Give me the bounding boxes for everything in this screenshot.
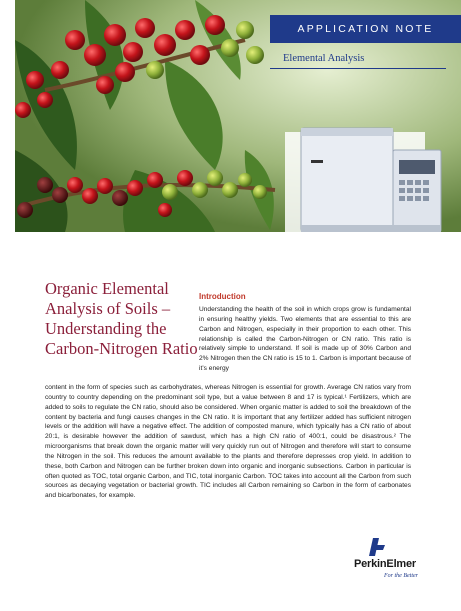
document-title [45, 279, 198, 359]
title-line: Organic Elemental [45, 279, 169, 298]
introduction-paragraph-continued: content in the form of species such as carbohydrates, whereas Nitrogen is essential for growth. Average CN ratios vary from country to country depending on the predominant soil type, but a value between 8 and 17 is typical.¹ Fertilizers, which are added to soils to regulate the CN ratio, should also be considered. When organic matter is added to soil the breakdown of the content by bacteria and fungi causes changes in the CN ratio. It is important that any fertilizer added has sufficient nitrogen levels or the addition will have a negative effect. The addition of composted manure, which typically has a CN ratio of about 20:1, is desirable however the addition of sawdust, which has a high CN ratio of 400:1, could be disastrous.² The microorganisms that break down the organic matter will very quickly run out of Nitrogen and therefore will start to consume the Nitrogen in the soil. This reduces the amount available to the plants and therefore depresses crop yield. In addition to these, both Carbon and Nitrogen can be further broken down into organic and inorganic subsections. Carbon in particular is often quoted as TOC, total organic Carbon, and TIC, total inorganic Carbon. TOC takes into account all the Carbon from such sources as decaying vegetation or bacterial growth. TIC includes all Carbon remaining so Carbon in the form of carbonates and bicarbonates, for example. [45, 384, 411, 500]
introduction-heading: Introduction [199, 292, 246, 301]
category-label: Elemental Analysis [283, 53, 365, 64]
perkinelmer-logo [354, 536, 444, 586]
application-note-banner [270, 15, 461, 43]
title-line: Carbon-Nitrogen Ratio [45, 339, 198, 358]
title-line: Understanding the [45, 319, 167, 338]
application-note-label: APPLICATION NOTE [297, 23, 434, 35]
category-divider [270, 68, 446, 69]
logo-wordmark: PerkinElmer [354, 558, 417, 570]
title-line: Analysis of Soils – [45, 299, 171, 318]
perkinelmer-mark-icon [366, 536, 388, 558]
logo-tagline: For the Better [384, 573, 418, 579]
introduction-paragraph-start: Understanding the health of the soil in which crops grow is fundamental in ensuring healthy yields. Two elements that are essential to this are Carbon and Nitrogen, especially in their proportion to each other. This relationship is called the Carbon-Nitrogen or CN ratio. This ratio is relatively simple to understand. If soil is made up of 30% Carbon and 2% Nitrogen then the CN ratio is 15 to 1. Carbon is important because of it’s energy [199, 306, 411, 373]
elemental-analyzer-instrument [285, 128, 441, 232]
